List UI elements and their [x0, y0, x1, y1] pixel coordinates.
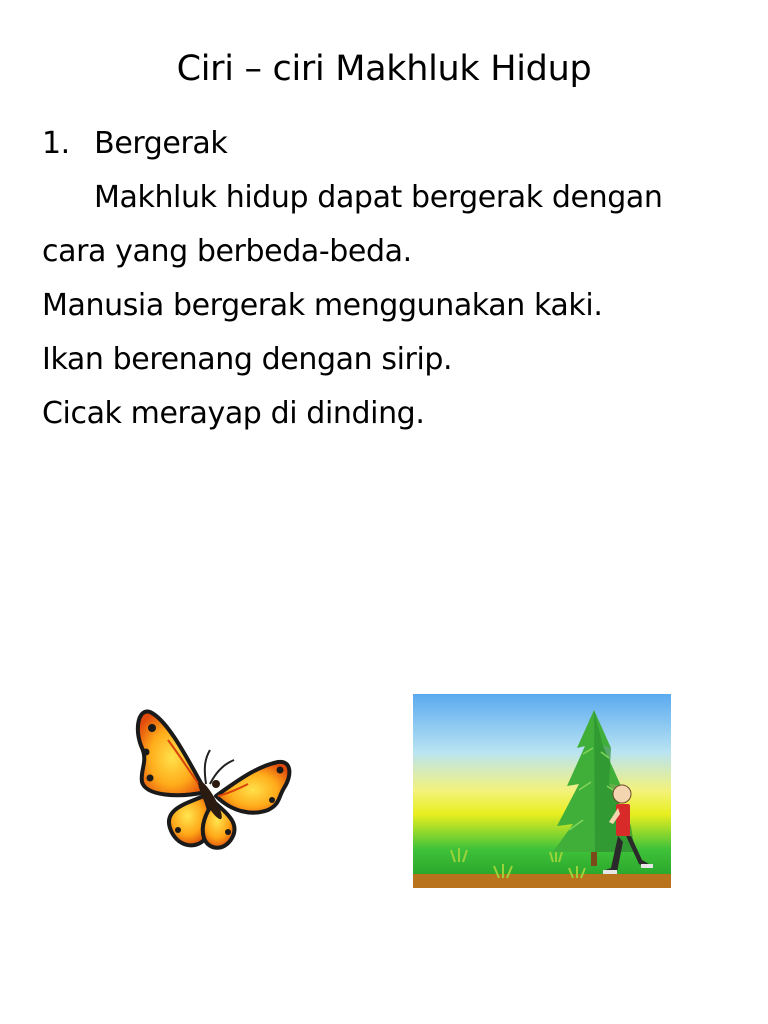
paragraph-line: Cicak merayap di dinding. [42, 396, 425, 431]
list-heading: Bergerak [94, 126, 228, 161]
paragraph-line: Makhluk hidup dapat bergerak dengan [94, 180, 663, 215]
slide-title: Ciri – ciri Makhluk Hidup [176, 49, 592, 89]
paragraph-line: Ikan berenang dengan sirip. [42, 342, 453, 377]
butterfly-image [128, 700, 296, 860]
list-number: 1. [42, 126, 70, 161]
paragraph-line: Manusia bergerak menggunakan kaki. [42, 288, 603, 323]
slide-body [42, 118, 742, 442]
person-walking-image [413, 694, 671, 888]
paragraph-line: cara yang berbeda-beda. [42, 234, 412, 269]
list-item-1 [42, 118, 742, 172]
